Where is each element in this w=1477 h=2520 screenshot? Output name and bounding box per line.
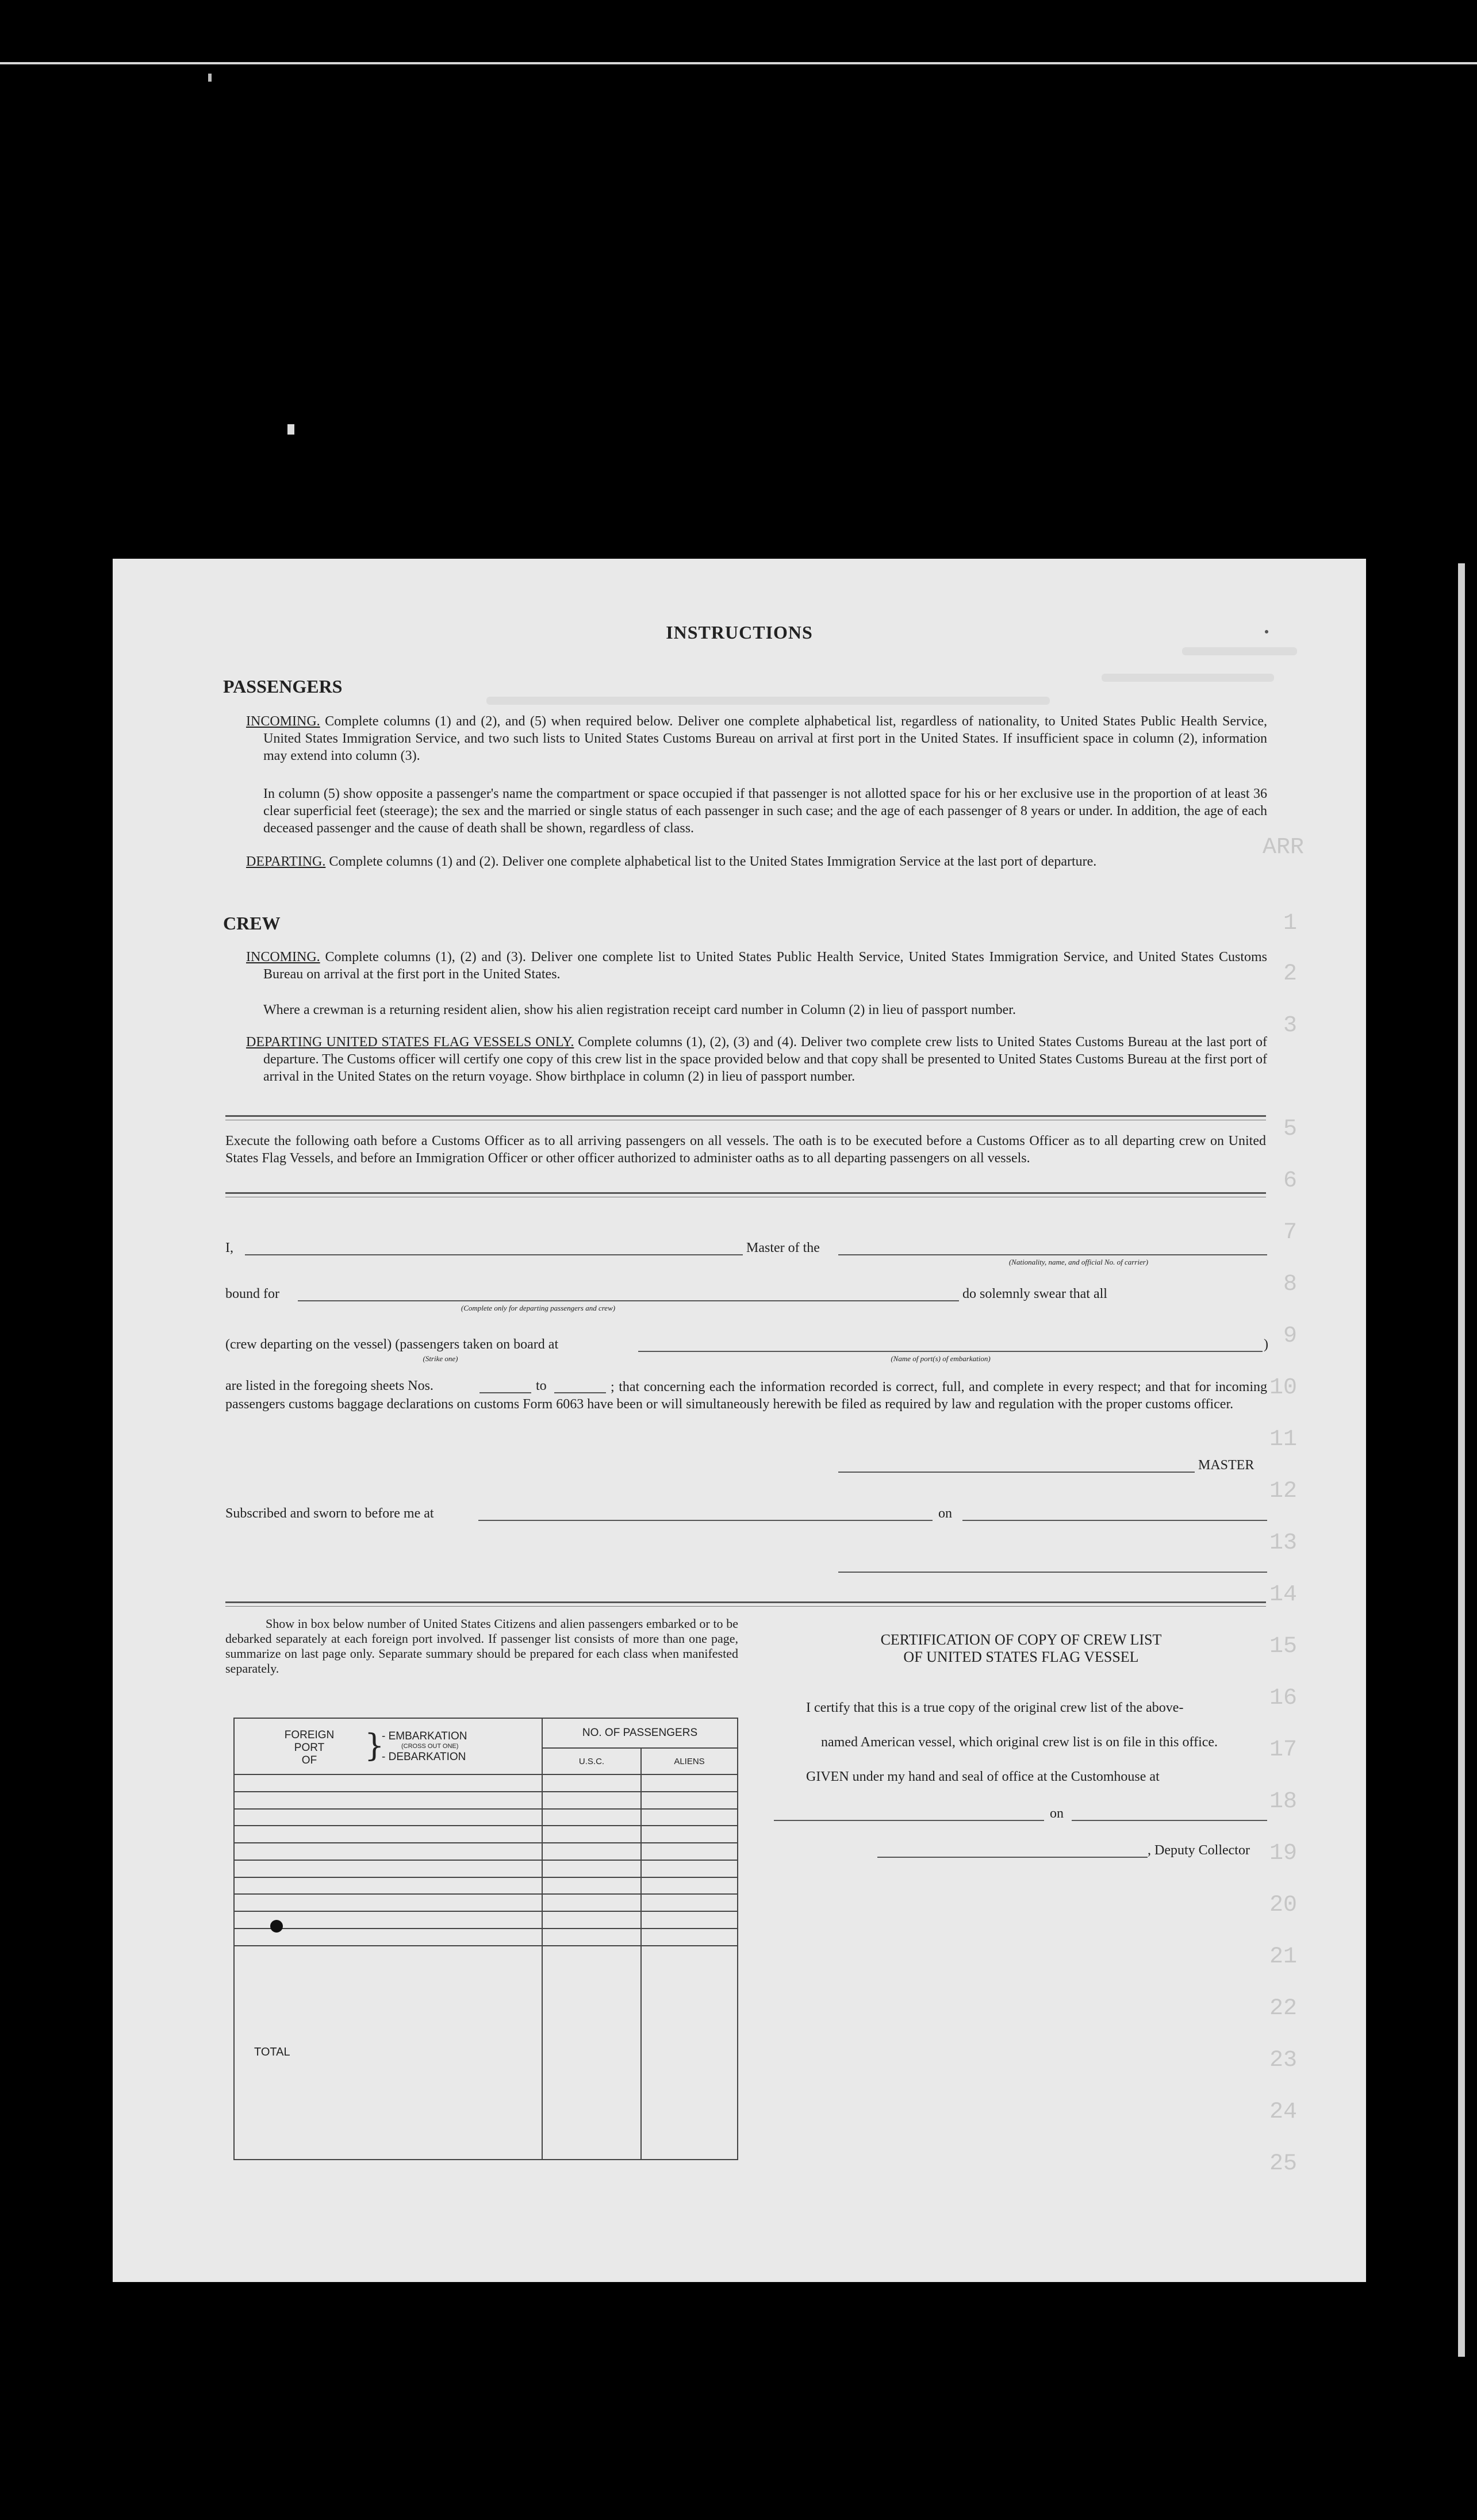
passengers-incoming-paragraph xyxy=(246,713,1267,765)
strike-caption: (Strike one) xyxy=(423,1354,458,1363)
bound-for-label: bound for xyxy=(225,1286,279,1301)
aliens-header: ALIENS xyxy=(641,1748,738,1774)
usc-header: U.S.C. xyxy=(542,1748,641,1774)
master-name-field[interactable] xyxy=(245,1254,743,1255)
table-row xyxy=(234,1860,738,1877)
table-row xyxy=(234,1894,738,1911)
officer-signature-field[interactable] xyxy=(838,1572,1267,1573)
section-divider xyxy=(225,1115,1266,1117)
crew-departing-lead: DEPARTING UNITED STATES FLAG VESSELS ONLY. xyxy=(246,1035,574,1050)
no-passengers-header: NO. OF PASSENGERS xyxy=(542,1718,738,1748)
summary-intro: Show in box below number of United States Citizens and alien passengers embarked or to be debarked separately at each foreign port involved. If passenger list consists of more than one page, summarize on last page only. Separate summary should be prepared for each class when manifested separately. xyxy=(225,1616,738,1676)
section-divider xyxy=(225,1606,1266,1607)
swear-text: do solemnly swear that all xyxy=(962,1286,1107,1301)
oath-i-label: I, xyxy=(225,1240,233,1255)
nationality-caption: (Nationality, name, and official No. of carrier) xyxy=(1008,1258,1149,1266)
crew-departing-text: Complete columns (1), (2), (3) and (4). Deliver two complete crew lists to United States Customs Bureau at the last port of departure. The Customs officer will certify one copy of this crew list in the space provided below and that copy shall be presented to United States Customs Bureau at the first port of arrival in the United States on the return voyage. Show birthplace in column (2) in lieu of passport number. xyxy=(263,1035,1268,1084)
bound-for-caption: (Complete only for departing passengers and crew) xyxy=(461,1304,616,1312)
listed-rest-paragraph: ; that concerning each the information recorded is correct, full, and complete in every respect; and that for incoming passengers customs baggage declarations on customs Form 6063 have been or will simultaneously herewith be filed as required by law and regulation with the proper customs officer. xyxy=(225,1380,1267,1412)
total-row xyxy=(234,1946,738,2160)
passengers-departing-lead: DEPARTING. xyxy=(246,854,326,869)
page-title: INSTRUCTIONS xyxy=(666,622,813,643)
sworn-on-label: on xyxy=(938,1506,952,1521)
foreign-port-label: FOREIGN PORT OF xyxy=(284,1729,335,1766)
scan-border-line xyxy=(0,62,1477,64)
to-text: to xyxy=(536,1378,547,1393)
customhouse-field[interactable] xyxy=(774,1820,1044,1821)
table-row xyxy=(234,1911,738,1929)
table-row xyxy=(234,1774,738,1792)
section-divider xyxy=(225,1601,1266,1603)
certification-on-label: on xyxy=(1050,1806,1064,1821)
document-page: ARR 1 2 3 5 6 7 8 9 10 11 12 13 14 15 16 17 18 19 20 21 22 23 24 25 INSTRUCTIONS PASSENGERS INCOMING. Complete columns (1) and (2), and (5) when required below. Deliver one complete alphabetical list, regardless of nationality, to United States Public Health Service, United States Immigration Service, and two such lists to United States Customs Bureau on arrival at first port in the United States. If insufficient space in column (2), information may extend into column (3). In column (5) show opposite a passenger's name the compartment or space occupied if that passenger is not allotted space for his or her exclusive use in the proportion of at least 36 clear superficial feet (steerage); the sex and the married or single status of each passenger in such case; and the age of each passenger of 8 years or under. In addition, the age of each deceased passenger and the cause of death shall be shown, regardless of class. DEPARTING. Complete columns (1) and (2). Deliver one complete alphabetical list to the United States Immigration Service at the last port of departure. CREW INCOMING. Complete columns (1), (2) and (3). Deliver one complete list to United States Public Health Service, United States Immigration Service, and United States Customs Bureau on arrival at the first port in the United States. Where a crewman is a returning resident alien, show his alien registration receipt card number in Column (2) in lieu of passport number. DEPARTING UNITED STATES FLAG VESSELS ONLY. Complete columns (1), (2), (3) and (4). Deliver two complete crew lists to United States Customs Bureau at the last port of departure. The Customs officer will certify one copy of this crew list in the space provided below and that copy shall be presented to United States Customs Bureau at the first port of arrival in the United States on the return voyage. Show birthplace in column (2) in lieu of passport number. Execute the following oath before a Customs Officer as to all arriving passengers on all vessels. The oath is to be executed before a Customs Officer as to all departing crew on United States Flag Vessels, and before an Immigration Officer or other officer authorized to administer oaths as to all departing passengers on all vessels. I, Master of the (Nationality, name, and official No. of carrier) bound for do solemnly swear that all (Complete only for departing passengers and crew) (crew departing on the vessel) (passengers taken on board at ) (Strike one) (Name of port(s) of embarkation) are listed in the foregoing sheets Nos. to ; that concerning each the information recorded is correct, full, and complete in every respect; and that for incoming passengers customs baggage declarations on customs Form 6063 have been or will simultaneously herewith be filed as required by law and regulation with the proper customs officer. MASTER Subscribed and sworn to before me at on Show in box below number of United States Citizens and alien passengers embarked or to be debarked separately at each foreign port involved. If passenger list consists of more than one page, summarize on last page only. Separate summary should be prepared for each class when manifested separately. FOREIGN PORT OF } - EMBARKATION - DEBARKATION (CROSS OUT ONE) NO. OF PASSENGERS U.S.C. ALIENS TOTAL CERTIFICATION OF COPY OF CREW LIST OF UNITED STATES FLAG VESSEL I certify that this is a true copy of the original crew list of the above- named American vessel, which original crew list is on file in this office. GIVEN under my hand and seal of office at the Customhouse at on , Deputy Collector xyxy=(113,559,1366,2282)
table-row xyxy=(234,1929,738,1946)
cross-out-note: (CROSS OUT ONE) xyxy=(401,1743,459,1750)
passengers-column5-paragraph: In column (5) show opposite a passenger's name the compartment or space occupied if that passenger is not allotted space for his or her exclusive use in the proportion of at least 36 clear superficial feet (steerage); the sex and the married or single status of each passenger in such case; and the age of each passenger of 8 years or under. In addition, the age of each deceased passenger and the cause of death shall be shown, regardless of class. xyxy=(263,786,1267,836)
close-paren: ) xyxy=(1264,1337,1268,1352)
embark-debark-label: - EMBARKATION - DEBARKATION xyxy=(382,1730,467,1763)
total-label: TOTAL xyxy=(234,1946,542,2160)
section-divider xyxy=(225,1192,1266,1194)
certification-line-2: named American vessel, which original crew list is on file in this office. xyxy=(821,1735,1218,1750)
passengers-incoming-text: Complete columns (1) and (2), and (5) when required below. Deliver one complete alphabetical list, regardless of nationality, to United States Public Health Service, United States Immigration Service, and two such lists to United States Customs Bureau on arrival at first port in the United States. If insufficient space in column (2), information may extend into column (3). xyxy=(263,714,1268,763)
bound-for-field[interactable] xyxy=(298,1300,959,1301)
crew-passengers-text: (crew departing on the vessel) (passengers taken on board at xyxy=(225,1337,559,1352)
table-row xyxy=(234,1843,738,1860)
port-header-cell xyxy=(234,1718,542,1774)
table-row xyxy=(234,1826,738,1843)
crew-incoming-text: Complete columns (1), (2) and (3). Deliver one complete list to United States Public Health Service, United States Immigration Service, and United States Customs Bureau on arrival at the first port in the United States. xyxy=(263,950,1267,982)
scan-speck xyxy=(287,424,294,435)
crew-incoming-lead: INCOMING. xyxy=(246,950,320,965)
brace-glyph: } xyxy=(365,1727,385,1764)
sworn-place-field[interactable] xyxy=(478,1520,933,1521)
crew-departing-paragraph xyxy=(246,1034,1267,1085)
carrier-field[interactable] xyxy=(838,1254,1267,1255)
certification-line-3: GIVEN under my hand and seal of office at the Customhouse at xyxy=(806,1769,1160,1784)
passenger-summary-table xyxy=(233,1718,738,2160)
certification-line-1: I certify that this is a true copy of the original crew list of the above- xyxy=(806,1700,1184,1715)
crew-heading: CREW xyxy=(223,913,281,934)
oath-intro-paragraph: Execute the following oath before a Customs Officer as to all arriving passengers on all vessels. The oath is to be executed before a Customs Officer as to all departing crew on United States Flag Vessels, and before an Immigration Officer or other officer authorized to administer oaths as to all departing passengers on all vessels. xyxy=(225,1134,1266,1166)
table-row xyxy=(234,1877,738,1895)
sworn-date-field[interactable] xyxy=(962,1520,1267,1521)
deputy-signature-field[interactable] xyxy=(877,1857,1148,1858)
master-of-label: Master of the xyxy=(746,1240,820,1255)
table-row xyxy=(234,1792,738,1809)
ink-dot xyxy=(270,1920,283,1933)
crew-incoming-paragraph xyxy=(246,948,1267,983)
listed-text: are listed in the foregoing sheets Nos. xyxy=(225,1378,433,1393)
embarkation-port-field[interactable] xyxy=(638,1351,1263,1352)
subscribed-label: Subscribed and sworn to before me at xyxy=(225,1506,434,1521)
passengers-departing-text: Complete columns (1) and (2). Deliver one complete alphabetical list to the United States Immigration Service at the last port of departure. xyxy=(329,854,1097,869)
passengers-heading: PASSENGERS xyxy=(223,676,343,697)
scan-speck xyxy=(208,74,212,82)
scan-edge-strip xyxy=(1458,563,1465,2357)
certification-date-field[interactable] xyxy=(1072,1820,1267,1821)
passengers-incoming-lead: INCOMING. xyxy=(246,714,320,729)
crew-resident-paragraph: Where a crewman is a returning resident alien, show his alien registration receipt card number in Column (2) in lieu of passport number. xyxy=(263,1002,1016,1017)
embarkation-caption: (Name of port(s) of embarkation) xyxy=(891,1354,991,1363)
certification-title: CERTIFICATION OF COPY OF CREW LIST OF UNITED STATES FLAG VESSEL xyxy=(880,1631,1162,1665)
master-signature-field[interactable] xyxy=(838,1472,1195,1473)
passengers-departing-paragraph xyxy=(246,853,1267,870)
deputy-collector-label: , Deputy Collector xyxy=(1148,1843,1250,1858)
table-row xyxy=(234,1809,738,1826)
master-label: MASTER xyxy=(1198,1458,1255,1473)
